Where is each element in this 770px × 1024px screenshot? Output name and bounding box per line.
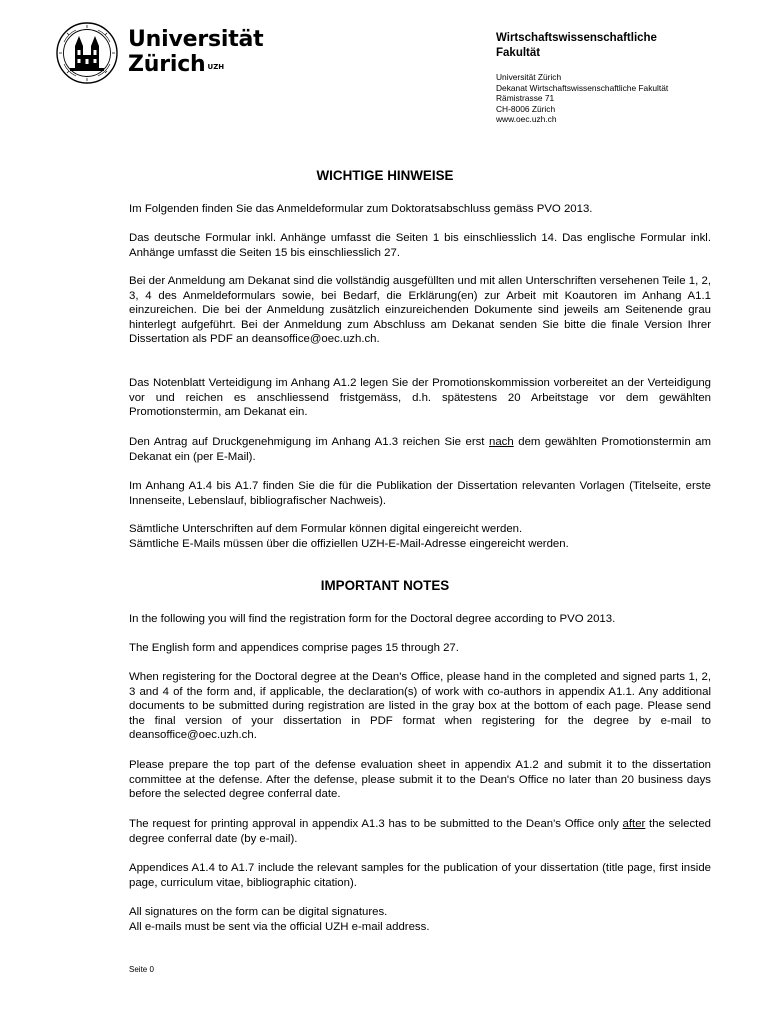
english-paragraph-7 <box>129 905 711 934</box>
english-paragraph-1: In the following you will find the registration form for the Doctoral degree according to PVO 2013. <box>129 613 616 625</box>
address-block <box>496 72 746 125</box>
university-logo <box>56 22 264 84</box>
german-paragraph-5 <box>129 435 711 464</box>
german-heading: WICHTIGE HINWEISE <box>316 168 454 183</box>
german-p5-end: dem gewählten Promotionstermin am Dekanat ein (per E-Mail). <box>129 436 712 463</box>
english-paragraph-5 <box>129 817 711 846</box>
university-name <box>128 27 264 77</box>
german-p7-line-2: Sämtliche E-Mails müssen über die offiziellen UZH-E-Mail-Adresse eingereicht werden. <box>129 537 569 550</box>
logo-line-2 <box>128 52 264 77</box>
german-paragraph-3: Bei der Anmeldung am Dekanat sind die vollständig ausgefüllten und mit allen Unterschriften versehenen Teile 1, 2, 3, 4 des Anmeldeformulars sowie, bei Bedarf, die Erklärung(en) zur Arbeit mit Koautoren im Anhang A1.1 einzureichen. Die bei der Anmeldung zusätzlich einzureichenden Dokumente sind jeweils am Seitenende grau hinterlegt aufgeführt. Bei der Anmeldung zum Abschluss am Dekanat senden Sie bitte die finale Version Ihrer Dissertation als PDF an deansoffice@oec.uzh.ch. <box>129 275 711 346</box>
german-paragraph-7 <box>129 522 711 551</box>
german-paragraph-2: Das deutsche Formular inkl. Anhänge umfasst die Seiten 1 bis einschliesslich 14. Das englische Formular inkl. Anhänge umfasst die Seiten 15 bis einschliesslich 27. <box>129 232 711 259</box>
website-link[interactable]: www.oec.uzh.ch <box>496 114 557 125</box>
english-p7-line-2: All e-mails must be sent via the official UZH e-mail address. <box>129 920 430 933</box>
english-p5-underlined: after <box>622 818 646 830</box>
logo-line-1: Universität <box>128 27 264 52</box>
english-paragraph-2: The English form and appendices comprise pages 15 through 27. <box>129 642 459 654</box>
faculty-title-line-1: Wirtschaftswissenschaftliche <box>496 32 657 44</box>
german-p5-start: Den Antrag auf Druckgenehmigung im Anhang A1.3 reichen Sie erst <box>129 436 490 448</box>
german-paragraph-4: Das Notenblatt Verteidigung im Anhang A1.2 legen Sie der Promotionskommission vorbereitet an der Verteidigung vor und reichen es anschliessend fristgemäss, d.h. spätestens 20 Arbeitstage vor dem gewählten Promotionstermin, am Dekanat ein. <box>129 377 711 419</box>
german-paragraph-6: Im Anhang A1.4 bis A1.7 finden Sie die für die Publikation der Dissertation relevanten Vorlagen (Titelseite, erste Innenseite, Lebenslauf, bibliografischer Nachweis). <box>129 480 711 507</box>
address-line: Dekanat Wirtschaftswissenschaftliche Fakultät <box>496 82 669 93</box>
university-seal-icon <box>56 22 118 84</box>
address-line: Rämistrasse 71 <box>496 93 555 104</box>
english-p5-start: The request for printing approval in appendix A1.3 has to be submitted to the Dean's Office only <box>129 818 623 830</box>
english-p5-end: the selected degree conferral date (by e-mail). <box>129 818 712 845</box>
german-p5-underlined: nach <box>489 436 514 448</box>
logo-line-2-text: Zürich <box>128 52 206 77</box>
address-line: Universität Zürich <box>496 72 562 82</box>
english-paragraph-4: Please prepare the top part of the defense evaluation sheet in appendix A1.2 and submit it to the dissertation committee at the defense. After the defense, please submit it to the Dean's Office no later than 20 business days before the selected degree conferral date. <box>129 759 711 801</box>
english-p7-line-1: All signatures on the form can be digital signatures. <box>129 906 388 918</box>
address-line: CH-8006 Zürich <box>496 103 556 114</box>
logo-suffix: UZH <box>207 63 225 71</box>
english-paragraph-3: When registering for the Doctoral degree at the Dean's Office, please hand in the completed and signed parts 1, 2, 3 and 4 of the form and, if applicable, the declaration(s) of work with co-authors in appendix A1.1. Any additional documents to be submitted during registration are listed in the gray box at the bottom of each page. Please send the final version of your dissertation in PDF format when registering for the degree by e-mail to deansoffice@oec.uzh.ch. <box>129 671 711 742</box>
faculty-title-line-2: Fakultät <box>496 47 541 59</box>
english-heading: IMPORTANT NOTES <box>320 578 450 593</box>
english-paragraph-6: Appendices A1.4 to A1.7 include the relevant samples for the publication of your dissertation (title page, first inside page, curriculum vitae, bibliographic citation). <box>129 862 711 889</box>
page-number: Seite 0 <box>129 965 154 974</box>
faculty-title <box>496 31 736 61</box>
german-p7-line-1: Sämtliche Unterschriften auf dem Formular können digital eingereicht werden. <box>129 523 523 535</box>
german-paragraph-1: Im Folgenden finden Sie das Anmeldeformular zum Doktoratsabschluss gemäss PVO 2013. <box>129 203 593 215</box>
